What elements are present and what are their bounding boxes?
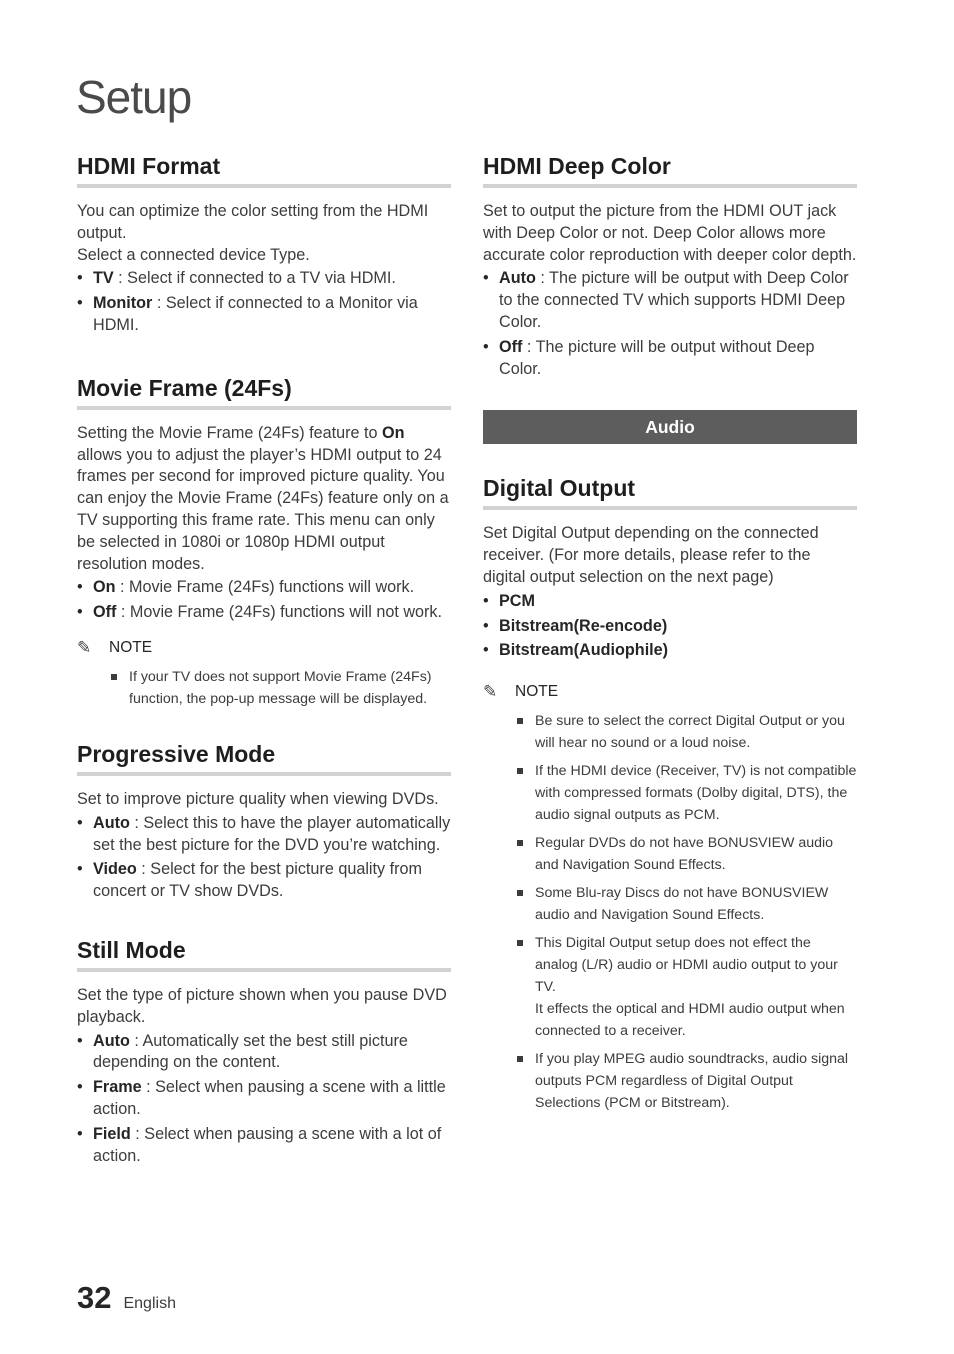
- hdmi-format-heading: HDMI Format: [77, 152, 451, 188]
- note-item: If you play MPEG audio soundtracks, audio signal outputs PCM regardless of Digital Output Selections (PCM or Bitstream).: [517, 1048, 857, 1114]
- still-mode-options: [77, 1031, 451, 1168]
- note-label: NOTE: [515, 683, 559, 701]
- progressive-mode-heading: Progressive Mode: [77, 740, 451, 776]
- list-item: • Frame : Select when pausing a scene with a little action.: [77, 1077, 451, 1121]
- list-item: • Field : Select when pausing a scene with a lot of action.: [77, 1124, 451, 1168]
- list-item: • Monitor : Select if connected to a Monitor via HDMI.: [77, 293, 451, 337]
- list-item: • Auto : The picture will be output with Deep Color to the connected TV which supports HDMI Deep Color.: [483, 268, 857, 333]
- list-item: • Off : Movie Frame (24Fs) functions will not work.: [77, 602, 451, 624]
- list-item: • On : Movie Frame (24Fs) functions will work.: [77, 577, 451, 599]
- page-language: English: [123, 1295, 176, 1312]
- note-item: If your TV does not support Movie Frame (24Fs) function, the pop-up message will be displayed.: [111, 666, 451, 710]
- digital-output-intro: Set Digital Output depending on the connected receiver. (For more details, please refer to the digital output selection on the next page): [483, 524, 819, 586]
- hdmi-deep-color-intro: Set to output the picture from the HDMI OUT jack with Deep Color or not. Deep Color allows more accurate color reproduction with deeper color depth.: [483, 202, 857, 264]
- pencil-icon: ✎: [483, 682, 498, 702]
- still-mode-heading: Still Mode: [77, 936, 451, 972]
- page-title: Setup: [76, 71, 192, 123]
- hdmi-format-options: [77, 268, 451, 336]
- note-item: This Digital Output setup does not effect the analog (L/R) audio or HDMI audio output to your TV. It effects the optical and HDMI audio output when connected to a receiver.: [517, 932, 857, 1042]
- list-item: • PCM: [483, 591, 857, 613]
- hdmi-format-intro: You can optimize the color setting from the HDMI output.: [77, 202, 429, 242]
- pencil-icon: ✎: [77, 637, 92, 657]
- digital-output-note: [483, 682, 857, 1114]
- note-item: Some Blu-ray Discs do not have BONUSVIEW audio and Navigation Sound Effects.: [517, 882, 857, 926]
- right-column: [483, 152, 857, 1120]
- page-footer: [77, 1280, 176, 1316]
- page-number: 32: [77, 1280, 112, 1315]
- left-column: [77, 152, 451, 1170]
- progressive-mode-intro: Set to improve picture quality when viewing DVDs.: [77, 789, 439, 808]
- note-item: If the HDMI device (Receiver, TV) is not compatible with compressed formats (Dolby digital, DTS), the audio signal outputs as PCM.: [517, 760, 857, 826]
- still-mode-intro: Set the type of picture shown when you pause DVD playback.: [77, 985, 447, 1026]
- list-item: • Auto : Select this to have the player automatically set the best picture for the DVD you’re watching.: [77, 813, 451, 857]
- hdmi-format-intro-2: Select a connected device Type.: [77, 245, 310, 264]
- list-item: • Bitstream(Re-encode): [483, 616, 857, 638]
- list-item: • TV : Select if connected to a TV via HDMI.: [77, 268, 451, 290]
- list-item: • Off : The picture will be output without Deep Color.: [483, 337, 857, 381]
- list-item: • Auto : Automatically set the best still picture depending on the content.: [77, 1031, 451, 1075]
- audio-section-bar: Audio: [483, 410, 857, 444]
- digital-output-options: [483, 591, 857, 662]
- hdmi-deep-color-options: [483, 268, 857, 380]
- movie-frame-options: [77, 577, 451, 624]
- progressive-mode-options: [77, 813, 451, 903]
- note-label: NOTE: [109, 638, 153, 656]
- digital-output-heading: Digital Output: [483, 474, 857, 510]
- movie-frame-heading: Movie Frame (24Fs): [77, 374, 451, 410]
- movie-frame-intro: Setting the Movie Frame (24Fs) feature to On allows you to adjust the player’s HDMI output to 24 frames per second for improved picture quality. You can enjoy the Movie Frame (24Fs) feature only on a TV supporting this frame rate. This menu can only be selected in 1080i or 1080p HDMI output resolution modes.: [77, 423, 449, 573]
- note-item: Regular DVDs do not have BONUSVIEW audio and Navigation Sound Effects.: [517, 832, 857, 876]
- note-item: Be sure to select the correct Digital Output or you will hear no sound or a loud noise.: [517, 710, 857, 754]
- movie-frame-note: [77, 638, 451, 710]
- list-item: • Video : Select for the best picture quality from concert or TV show DVDs.: [77, 859, 451, 903]
- hdmi-deep-color-heading: HDMI Deep Color: [483, 152, 857, 188]
- list-item: • Bitstream(Audiophile): [483, 640, 857, 662]
